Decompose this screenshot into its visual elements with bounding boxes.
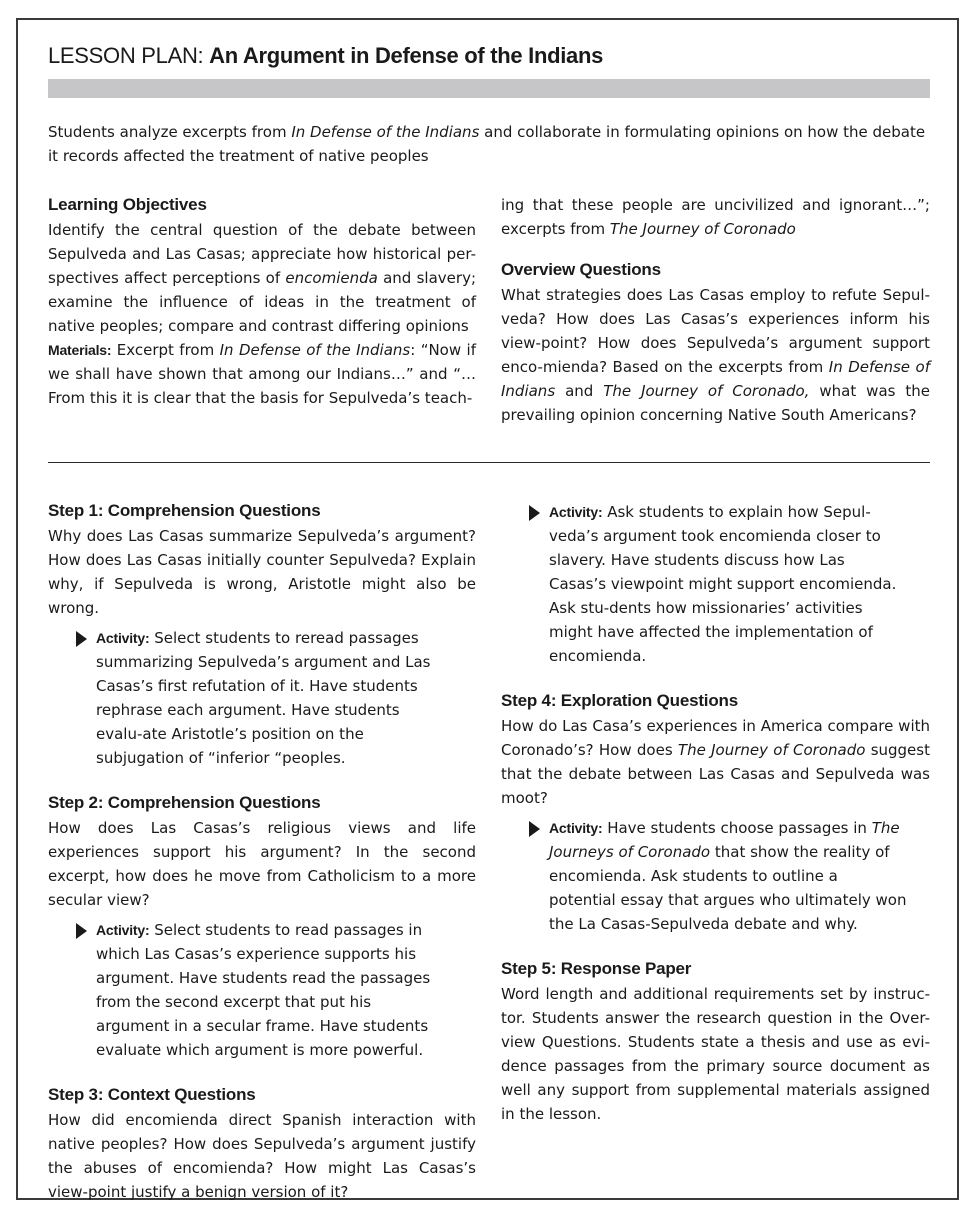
step2-activity-text: Select students to read passages in which Las Casas’s experience supports his argument. Have students read the passages from the second excerpt that put his argument in a secular frame. Have students evaluate which argument is more powerful.	[96, 921, 431, 1059]
overview-questions-heading: Overview Questions	[501, 260, 661, 279]
materials-label: Materials:	[48, 342, 112, 358]
step3-heading: Step 3: Context Questions	[48, 1085, 256, 1104]
step4-text	[501, 714, 930, 810]
step1-heading: Step 1: Comprehension Questions	[48, 501, 321, 520]
step4-activity-label: Activity:	[549, 820, 603, 836]
step1-activity-label: Activity:	[96, 630, 150, 646]
overview-book-1: In Defense of Indians	[501, 358, 931, 400]
materials-book-2: The Journey of Coronado	[609, 220, 796, 238]
bullet-triangle-icon	[76, 631, 87, 647]
intro-paragraph	[48, 120, 930, 168]
upper-left-column	[48, 192, 476, 410]
step2-heading: Step 2: Comprehension Questions	[48, 793, 321, 812]
step5-text: Word length and additional requirements set by instruc-tor. Students answer the research question in the Over-view Questions. Students state a thesis and use as evi-dence passages from the primary source document as well any support from supplemental materials assigned in the lesson.	[501, 985, 930, 1123]
materials-text-2: : “Now if we shall have shown that among our Indians…” and “… From this it is clear that the basis for Sepulveda’s teach-	[48, 341, 476, 407]
materials-text	[48, 338, 476, 410]
step2-text: How does Las Casas’s religious views and life experiences support his argument? In the second excerpt, how does he move from Catholicism to a more secular view?	[48, 819, 476, 909]
step1-activity-text: Select students to reread passages summarizing Sepulveda’s argument and Las Casas’s first refutation of it. Have students rephrase each argument. Have students evalu-ate Aristotle’s position on the subjugation of “inferior “peoples.	[96, 629, 431, 767]
step3-activity-text: Ask students to explain how Sepul-veda’s argument took encomienda closer to slavery. Have students discuss how Las Casas’s viewpoint might support encomienda. Ask stu-dents how missionaries’ activities might have affected the implementation of encomienda.	[549, 503, 897, 665]
overview-book-2: The Journey of Coronado,	[603, 382, 810, 400]
overview-text-3: what was the prevailing opinion concerning Native South Americans?	[501, 382, 930, 424]
title-prefix: LESSON PLAN:	[48, 43, 210, 68]
step4-text-2: suggest that the debate between Las Casas and Sepulveda was moot?	[501, 741, 930, 807]
learning-objectives-heading: Learning Objectives	[48, 195, 207, 214]
page-title	[48, 43, 603, 69]
step1-activity	[48, 626, 446, 770]
step4-activity-book: The Journeys of Coronado	[549, 819, 900, 861]
lo-text-2: and slavery; examine the influence of ideas in the treatment of native peoples; compare and contrast differing opinions	[48, 269, 476, 335]
step1-text: Why does Las Casas summarize Sepulveda’s argument? How does Las Casas initially counter Sepulveda? Explain why, if Sepulveda is wrong, Aristotle might also be wrong.	[48, 527, 476, 617]
title-underline-bar	[48, 79, 930, 98]
materials-text-1: Excerpt from	[111, 341, 220, 359]
materials-book-1: In Defense of the Indians	[219, 341, 411, 359]
step4-activity-text-1: Have students choose passages in	[602, 819, 872, 837]
section-divider	[48, 462, 930, 463]
lower-right-column	[501, 500, 930, 1126]
step5-heading: Step 5: Response Paper	[501, 959, 692, 978]
step4-activity	[501, 816, 909, 936]
lo-text-1: Identify the central question of the debate between Sepulveda and Las Casas; appreciate how historical per-spectives affect perceptions of	[48, 221, 476, 287]
step3-activity-label: Activity:	[549, 504, 603, 520]
step4-activity-text-2: that show the reality of encomienda. Ask students to outline a potential essay that argues who ultimately won the La Casas-Sepulveda debate and why.	[549, 843, 907, 933]
materials-continuation	[501, 193, 930, 241]
overview-questions-text	[501, 283, 930, 427]
bullet-triangle-icon	[529, 821, 540, 837]
overview-text-2: and	[555, 382, 604, 400]
intro-text-2: and collaborate in formulating opinions on how the debate it records affected the treatment of native peoples	[48, 123, 926, 165]
bullet-triangle-icon	[76, 923, 87, 939]
step3-activity	[501, 500, 899, 668]
step3-text: How did encomienda direct Spanish interaction with native peoples? How does Sepulveda’s argument justify the abuses of encomienda? How might Las Casas’s view-point justify a benign version of it?	[48, 1111, 476, 1201]
step2-activity-label: Activity:	[96, 922, 150, 938]
intro-text-1: Students analyze excerpts from	[48, 123, 292, 141]
step4-text-1: How do Las Casa’s experiences in America compare with Coronado’s? How does	[501, 717, 930, 759]
learning-objectives-text	[48, 218, 476, 338]
overview-text-1: What strategies does Las Casas employ to refute Sepul-veda? How does Las Casas’s experiences inform his view-point? How does Sepulveda’s argument support enco-mienda? Based on the excerpts from	[501, 286, 930, 376]
step4-heading: Step 4: Exploration Questions	[501, 691, 738, 710]
step2-activity	[48, 918, 446, 1062]
intro-book-title: In Defense of the Indians	[291, 123, 480, 141]
title-main: An Argument in Defense of the Indians	[209, 43, 604, 68]
lower-left-column	[48, 498, 476, 1204]
bullet-triangle-icon	[529, 505, 540, 521]
step4-book: The Journey of Coronado	[677, 741, 866, 759]
materials-continuation-text: ing that these people are uncivilized and ignorant…”; excerpts from	[501, 196, 930, 238]
upper-right-column	[501, 193, 930, 427]
lo-italic-encomienda: encomienda	[285, 269, 378, 287]
